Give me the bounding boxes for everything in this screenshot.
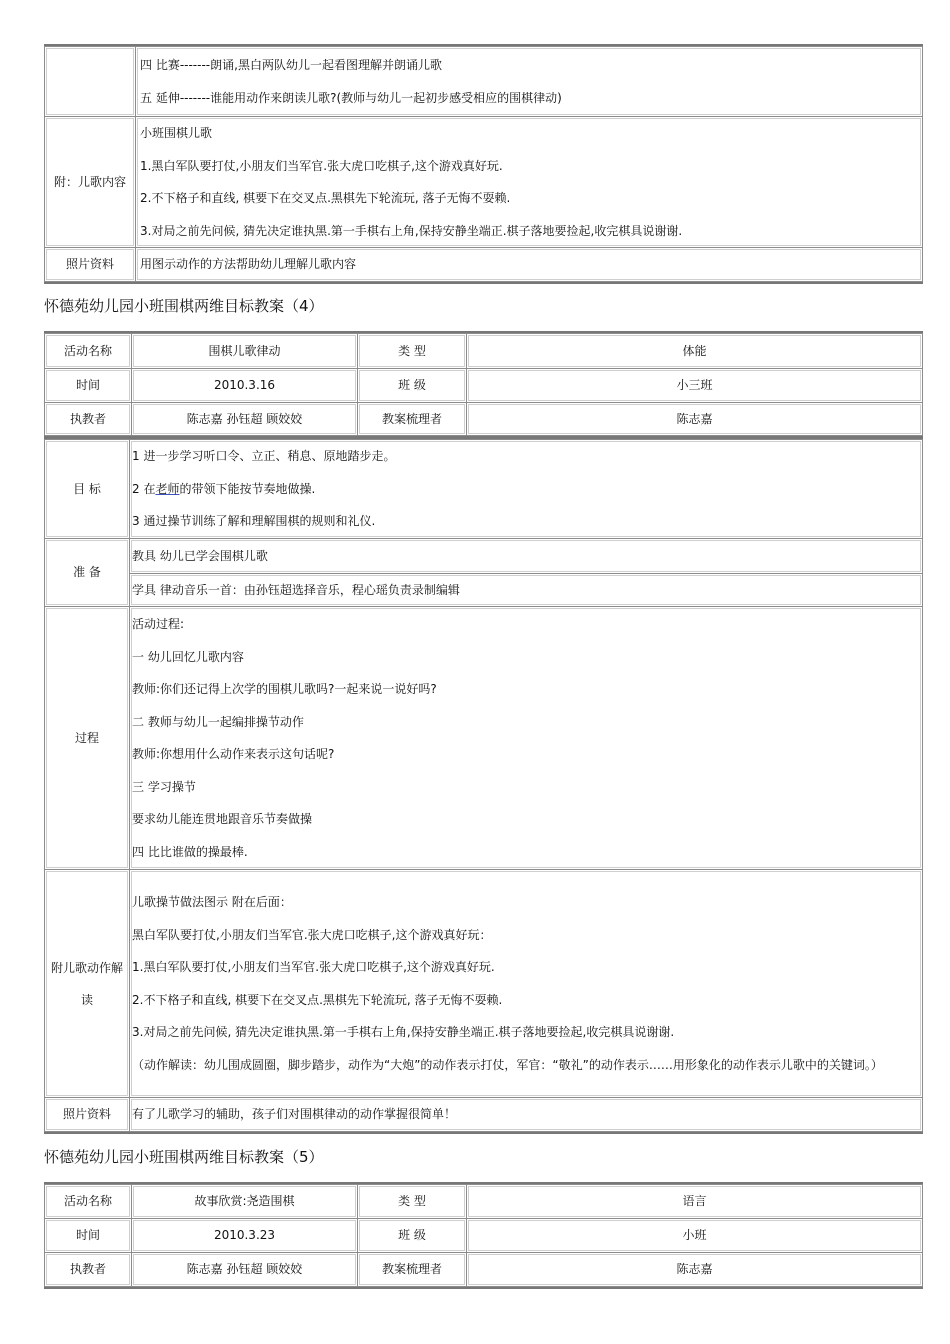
text-line: 四 比赛-------朗诵,黑白两队幼儿一起看图理解并朗诵儿歌 [140, 58, 442, 72]
prep-row [45, 539, 923, 574]
process-row [45, 607, 923, 870]
table-row [45, 1219, 923, 1253]
table-row [45, 248, 923, 282]
section-4-title: 怀德苑幼儿园小班围棋两维目标教案（4） [44, 297, 324, 315]
section-4-body-table [44, 437, 923, 1134]
appendix-line: 2.不下格子和直线, 棋要下在交叉点.黑棋先下轮流玩, 落子无悔不耍赖. [132, 992, 503, 1007]
process-step: 二 教师与幼儿一起编排操节动作 [132, 714, 304, 729]
top-continuation-table [44, 44, 923, 284]
text-line: 五 延伸-------谁能用动作来朗读儿歌?(教师与幼儿一起初步感受相应的围棋律动) [140, 90, 562, 105]
goals-label: 目 标 [45, 440, 130, 539]
activity-label: 活动名称 [45, 1185, 132, 1219]
text-line: 小班围棋儿歌 [140, 126, 213, 140]
goal-item: 1 进一步学习听口令、立正、稍息、原地踏步走。 [132, 449, 396, 464]
process-step: 要求幼儿能连贯地跟音乐节奏做操 [132, 812, 313, 826]
prep-label: 准 备 [45, 539, 130, 607]
teacher-link[interactable]: 老师 [155, 481, 180, 496]
section-5-title: 怀德苑幼儿园小班围棋两维目标教案（5） [44, 1148, 324, 1166]
time-value: 2010.3.16 [132, 369, 358, 403]
time-label: 时间 [45, 1219, 132, 1253]
activity-value: 围棋儿歌律动 [132, 334, 358, 369]
photo-content: 有了儿歌学习的辅助，孩子们对围棋律动的动作掌握很简单！ [130, 1098, 923, 1132]
prep-learning-aids: 学具 律动音乐一首：由孙钰超选择音乐，程心瑶负责录制编辑 [130, 574, 923, 607]
type-value: 体能 [467, 334, 923, 369]
row-content [136, 117, 923, 248]
table-row [45, 1185, 923, 1219]
appendix-line: （动作解读：幼儿围成圆圈，脚步踏步，动作为“大炮”的动作表示打仗，军官：“敬礼”的动作表示……用形象化的动作表示儿歌中的关键词。） [132, 1057, 883, 1072]
appendix-line: 1.黑白军队要打仗,小朋友们当军官.张大虎口吃棋子,这个游戏真好玩. [132, 960, 495, 975]
time-value: 2010.3.23 [132, 1219, 358, 1253]
appendix-line: 3.对局之前先问候, 猜先决定谁执黑.第一手棋右上角,保持安静坐端正.棋子落地要捡起,收完棋具说谢谢. [132, 1025, 675, 1040]
appendix-content [130, 870, 923, 1098]
text-line: 2.不下格子和直线, 棋要下在交叉点.黑棋先下轮流玩, 落子无悔不耍赖. [140, 191, 511, 205]
table-row [45, 47, 923, 117]
photo-row [45, 1098, 923, 1132]
goal-item: 2 在老师的带领下能按节奏地做操. [132, 481, 316, 496]
photo-label: 照片资料 [45, 1098, 130, 1132]
goal-item: 3 通过操节训练了解和理解围棋的规则和礼仪. [132, 514, 376, 529]
process-step: 教师:你想用什么动作来表示这句话呢? [132, 747, 335, 761]
goals-content [130, 440, 923, 539]
reviewer-value: 陈志嘉 [467, 1253, 923, 1287]
section-4-header-table [44, 331, 923, 438]
goals-row [45, 440, 923, 539]
class-label: 班 级 [358, 369, 467, 403]
process-step: 一 幼儿回忆儿歌内容 [132, 649, 244, 664]
type-label: 类 型 [358, 334, 467, 369]
appendix-line: 儿歌操节做法图示 附在后面： [132, 895, 292, 910]
process-step: 三 学习操节 [132, 779, 196, 794]
reviewer-label: 教案梳理者 [358, 1253, 467, 1287]
teacher-label: 执教者 [45, 1253, 132, 1287]
type-value: 语言 [467, 1185, 923, 1219]
section-5-header-table [44, 1182, 923, 1289]
class-label: 班 级 [358, 1219, 467, 1253]
appendix-row [45, 870, 923, 1098]
prep-row [45, 574, 923, 607]
row-label: 照片资料 [45, 248, 136, 282]
row-label [45, 47, 136, 117]
activity-label: 活动名称 [45, 334, 132, 369]
row-content [136, 47, 923, 117]
table-row [45, 334, 923, 369]
appendix-line: 黑白军队要打仗,小朋友们当军官.张大虎口吃棋子,这个游戏真好玩： [132, 927, 492, 942]
process-step: 四 比比谁做的操最棒. [132, 844, 248, 859]
table-row [45, 403, 923, 436]
reviewer-value: 陈志嘉 [467, 403, 923, 436]
text-line: 3.对局之前先问候, 猜先决定谁执黑.第一手棋右上角,保持安静坐端正.棋子落地要捡起,收完棋具说谢谢. [140, 223, 683, 238]
teacher-value: 陈志嘉 孙钰超 顾姣姣 [132, 1253, 358, 1287]
class-value: 小三班 [467, 369, 923, 403]
table-row [45, 1253, 923, 1287]
appendix-label: 附儿歌动作解 读 [45, 870, 130, 1098]
reviewer-label: 教案梳理者 [358, 403, 467, 436]
process-content [130, 607, 923, 870]
row-content: 用图示动作的方法帮助幼儿理解儿歌内容 [136, 248, 923, 282]
class-value: 小班 [467, 1219, 923, 1253]
type-label: 类 型 [358, 1185, 467, 1219]
text-line: 1.黑白军队要打仗,小朋友们当军官.张大虎口吃棋子,这个游戏真好玩. [140, 158, 503, 173]
time-label: 时间 [45, 369, 132, 403]
process-label: 过程 [45, 607, 130, 870]
row-label: 附：儿歌内容 [45, 117, 136, 248]
table-row [45, 117, 923, 248]
table-row [45, 369, 923, 403]
activity-value: 故事欣赏:尧造围棋 [132, 1185, 358, 1219]
process-step: 活动过程: [132, 617, 185, 631]
teacher-label: 执教者 [45, 403, 132, 436]
prep-teaching-aids: 教具 幼儿已学会围棋儿歌 [130, 539, 923, 574]
process-step: 教师:你们还记得上次学的围棋儿歌吗?一起来说一说好吗? [132, 682, 437, 696]
teacher-value: 陈志嘉 孙钰超 顾姣姣 [132, 403, 358, 436]
